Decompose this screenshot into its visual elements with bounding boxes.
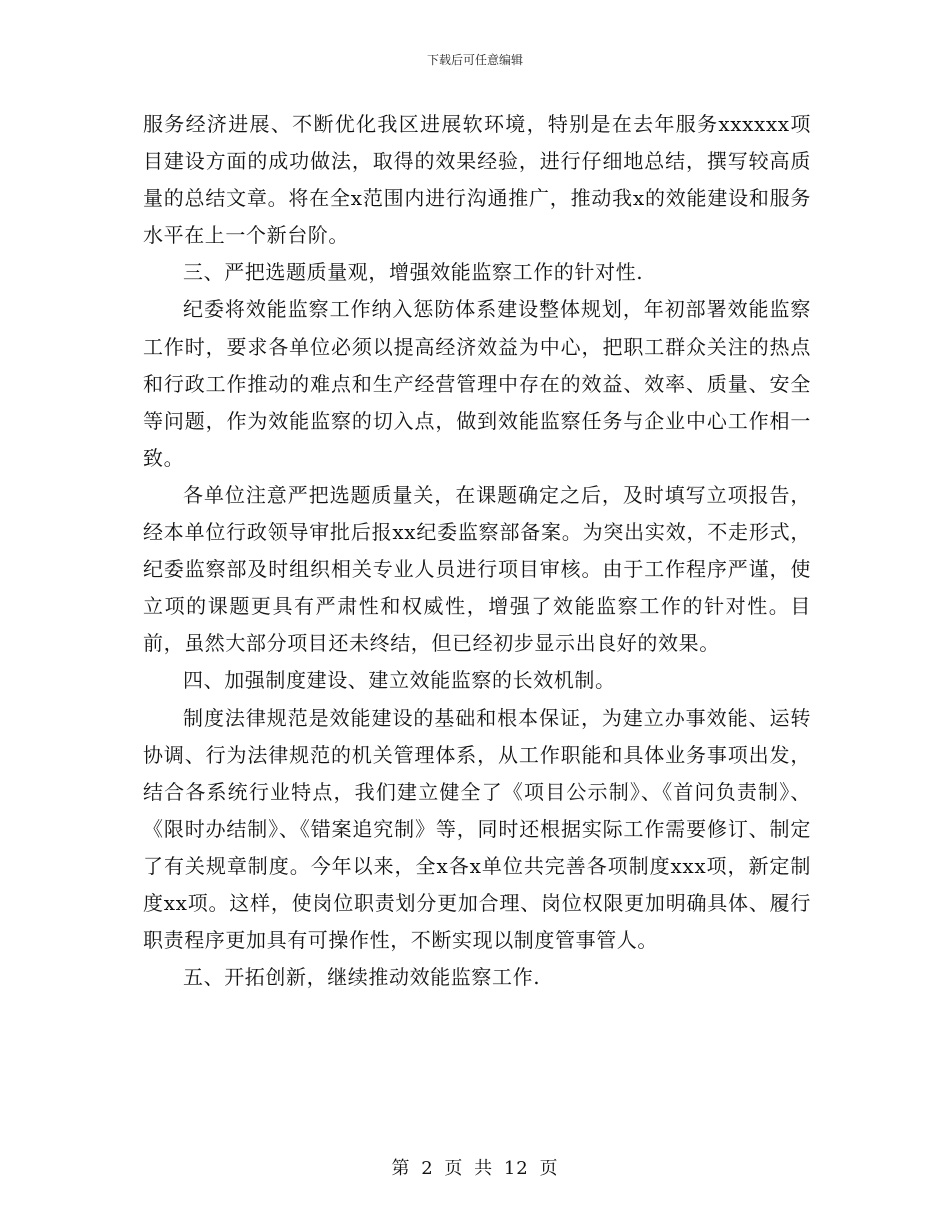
paragraph-6: 制度法律规范是效能建设的基础和根本保证，为建立办事效能、运转协调、行为法律规范的机关管理体系，从工作职能和具体业务事项出发，结合各系统行业特点，我们建立健全了《项目公示制》、《首问负责制》、《限时办结制》、《错案追究制》等，同时还根据实际工作需要修订、制定了有关规章制度。今年以来，全x各x单位共完善各项制度xxx项，新定制度xx项。这样，使岗位职责划分更加合理、岗位权限更加明确具体、履行职责程序更加具有可操作性，不断实现以制度管事管人。 xyxy=(143,705,811,953)
paragraph-4: 各单位注意严把选题质量关，在课题确定之后，及时填写立项报告，经本单位行政领导审批后报xx纪委监察部备案。为突出实效，不走形式，纪委监察部及时组织相关专业人员进行项目审核。由于工作程序严谨，使立项的课题更具有严肃性和权威性，增强了效能监察工作的针对性。目前，虽然大部分项目还未终结，但已经初步显示出良好的效果。 xyxy=(143,482,811,656)
page-header-note: 下载后可任意编辑 xyxy=(426,53,523,67)
section-heading-3: 三、严把选题质量观，增强效能监察工作的针对性. xyxy=(183,260,644,285)
section-heading-4: 四、加强制度建设、建立效能监察的长效机制。 xyxy=(183,668,616,693)
page-number-footer: 第 2 页 共 12 页 xyxy=(391,1158,559,1179)
paragraph-1: 服务经济进展、不断优化我区进展软环境，特别是在去年服务xxxxxx项目建设方面的成功做法，取得的效果经验，进行仔细地总结，撰写较高质量的总结文章。将在全x范围内进行沟通推广，推动我x的效能建设和服务水平在上一个新台阶。 xyxy=(143,112,811,248)
document-body xyxy=(143,106,811,996)
paragraph-3: 纪委将效能监察工作纳入惩防体系建设整体规划，年初部署效能监察工作时，要求各单位必须以提高经济效益为中心，把职工群众关注的热点和行政工作推动的难点和生产经营管理中存在的效益、效率、质量、安全等问题，作为效能监察的切入点，做到效能监察任务与企业中心工作相一致。 xyxy=(143,297,811,470)
section-heading-5: 五、开拓创新，继续推动效能监察工作. xyxy=(183,965,541,990)
